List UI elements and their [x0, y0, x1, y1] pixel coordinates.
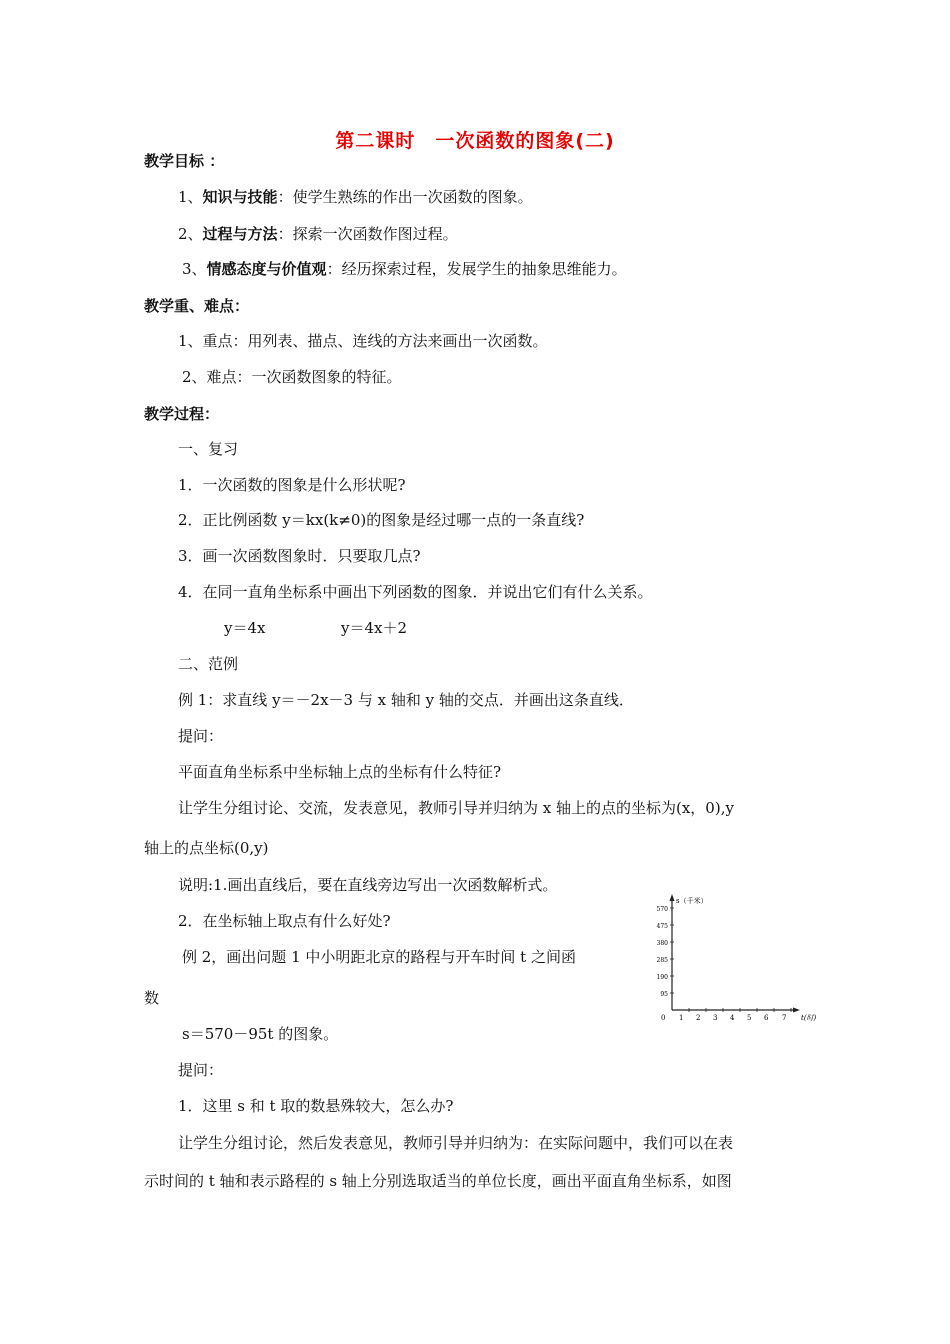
- coordinate-figure: [646, 890, 826, 1026]
- objective-num: 1、: [178, 188, 203, 206]
- question-1: 平面直角坐标系中坐标轴上点的坐标有什么特征?: [178, 763, 502, 781]
- discussion-1-line-2: 轴上的点坐标(0,y): [144, 839, 269, 857]
- example-2-line-2: 数: [144, 989, 160, 1007]
- example-1: 例 1：求直线 y＝－2x－3 与 x 轴和 y 轴的交点．并画出这条直线．: [178, 691, 634, 709]
- objective-text: 使学生熟练的作出一次函数的图象。: [292, 188, 533, 206]
- t-axis-label: t(时): [801, 1014, 817, 1022]
- objectives-heading: 教学目标 ：: [144, 152, 225, 170]
- review-item-1: 1．一次函数的图象是什么形状呢?: [178, 476, 406, 494]
- process-heading: 教学过程：: [144, 405, 220, 423]
- objective-label: 知识与技能: [202, 188, 278, 206]
- s-tick-label: 190: [656, 974, 668, 981]
- objective-label: 情感态度与价值观: [206, 260, 327, 278]
- s-axis-arrow: [670, 894, 675, 901]
- key-point-item-2: 2、难点：一次函数图象的特征。: [182, 368, 402, 386]
- t-tick-label: 1: [679, 1014, 684, 1022]
- note-1: 说明:1.画出直线后，要在直线旁边写出一次函数解析式。: [178, 876, 558, 894]
- ask-label-2: 提问：: [178, 1061, 224, 1079]
- key-point-item-1: 1、重点：用列表、描点、连线的方法来画出一次函数。: [178, 332, 548, 350]
- objective-sep: ：: [277, 225, 293, 243]
- question-2: 1．这里 s 和 t 取的数悬殊较大，怎么办?: [178, 1097, 454, 1115]
- s-tick-label: 570: [656, 906, 668, 913]
- key-points-heading: 教学重、难点：: [144, 297, 250, 315]
- review-item-4: 4．在同一直角坐标系中画出下列函数的图象．并说出它们有什么关系。: [178, 583, 653, 601]
- t-tick-label: 5: [747, 1014, 752, 1022]
- objective-num: 2、: [178, 225, 203, 243]
- t-tick-label: 3: [713, 1014, 718, 1022]
- discussion-2-line-2: 示时间的 t 轴和表示路程的 s 轴上分别选取适当的单位长度，画出平面直角坐标系，如图: [144, 1172, 732, 1190]
- review-item-2: 2．正比例函数 y＝kx(k≠0)的图象是经过哪一点的一条直线?: [178, 511, 585, 529]
- objective-sep: ：: [277, 188, 293, 206]
- review-item-3: 3．画一次函数图象时．只要取几点?: [178, 547, 421, 565]
- note-2: 2．在坐标轴上取点有什么好处?: [178, 912, 391, 930]
- ask-label-1: 提问：: [178, 727, 224, 745]
- objective-item-3: [182, 259, 627, 279]
- objective-item-1: [178, 187, 533, 207]
- s-tick-label: 380: [656, 940, 668, 947]
- t-tick-label: 7: [782, 1014, 787, 1022]
- objective-text: 经历探索过程，发展学生的抽象思维能力。: [341, 260, 627, 278]
- origin-label: 0: [661, 1014, 666, 1022]
- t-tick-label: 2: [696, 1014, 701, 1022]
- t-tick-label: 6: [764, 1014, 769, 1022]
- objective-label: 过程与方法: [202, 225, 278, 243]
- example-heading: 二、范例: [178, 655, 239, 673]
- s-ticks: [657, 906, 674, 998]
- s-tick-label: 475: [656, 923, 668, 930]
- s-tick-label: 95: [660, 991, 668, 998]
- objective-sep: ：: [326, 260, 342, 278]
- t-axis-arrow: [793, 1008, 800, 1013]
- example-2-line-1: 例 2，画出问题 1 中小明距北京的路程与开车时间 t 之间函: [182, 948, 576, 966]
- discussion-1-line-1: 让学生分组讨论、交流，发表意见，教师引导并归纳为 x 轴上的点的坐标为(x，0),y: [178, 799, 734, 817]
- objective-item-2: [178, 224, 458, 244]
- s-axis-label: s（千米）: [676, 897, 708, 905]
- review-heading: 一、复习: [178, 440, 239, 458]
- example-2-line-3: s＝570－95t 的图象。: [182, 1025, 339, 1043]
- objective-text: 探索一次函数作图过程。: [292, 225, 458, 243]
- objective-num: 3、: [182, 260, 207, 278]
- page-title: 第二课时 一次函数的图象(二): [335, 130, 615, 152]
- function-2: y＝4x＋2: [341, 619, 408, 637]
- discussion-2-line-1: 让学生分组讨论，然后发表意见，教师引导并归纳为：在实际问题中，我们可以在表: [178, 1134, 734, 1152]
- s-tick-label: 285: [656, 957, 668, 964]
- function-1: y＝4x: [224, 619, 266, 637]
- t-tick-label: 4: [730, 1014, 735, 1022]
